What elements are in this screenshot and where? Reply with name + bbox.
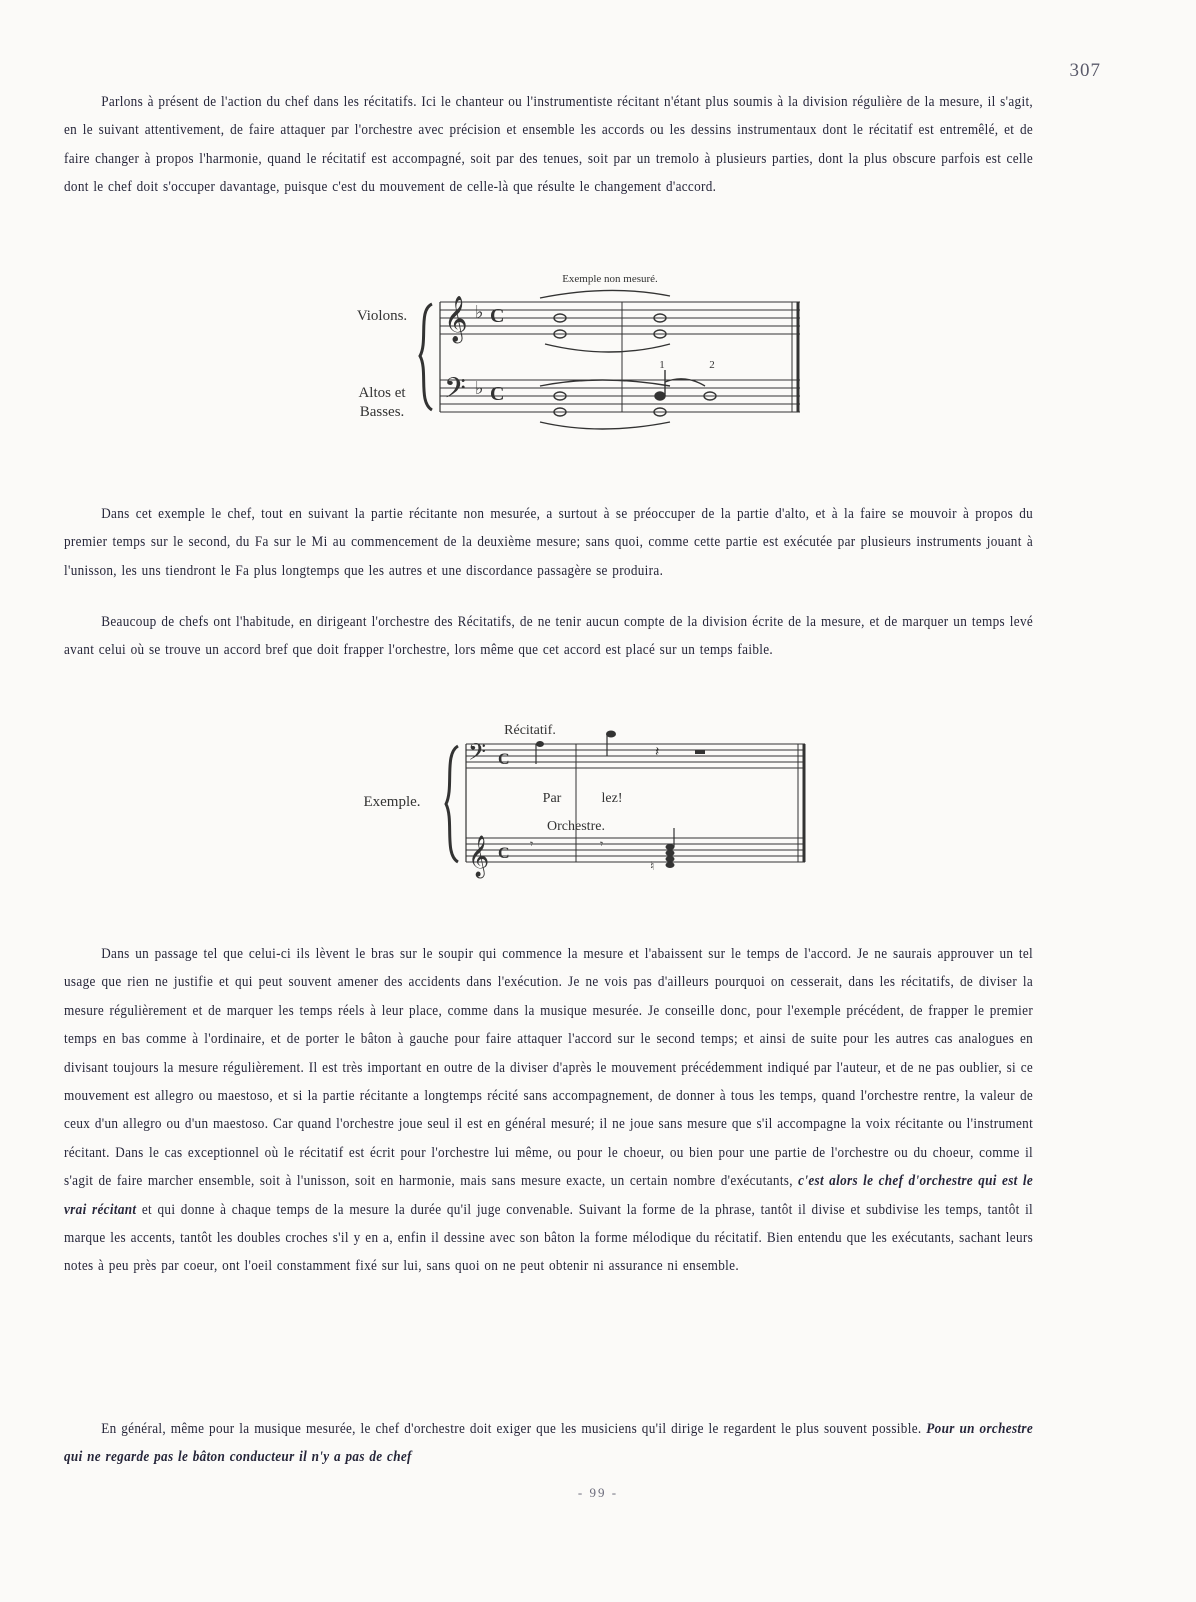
- paragraph-4: Dans un passage tel que celui-ci ils lèvent le bras sur le soupir qui commence la mesure et l'abaissent sur le temps de l'accord. Je ne saurais approuver un tel usage que rien ne justifie et qui peut souvent amener des accidents dans l'exécution. Je ne vois pas d'ailleurs pourquoi on cesserait, dans les récitatifs, de diviser la mesure régulièrement et de marquer les temps réels à leur place, comme dans la musique mesurée. Je conseille donc, pour l'exemple précédent, de frapper le premier temps en bas comme à l'ordinaire, et de porter le bâton à gauche pour faire attaquer l'accord sur le second temps; et ainsi de suite pour les autres cas analogues en divisant toujours la mesure régulièrement. Il est très important en outre de la diviser d'après le mouvement précédemment indiqué par l'auteur, et de ne pas oublier, si ce mouvement est allegro ou maestoso, et si la partie récitante a longtemps récité sans accompagnement, de donner à tous les temps, quand l'orchestre rentre, la valeur de ceux d'un allegro ou d'un maestoso. Car quand l'orchestre joue seul il est en général mesuré; il ne joue sans mesure que s'il accompagne la voix récitante ou l'instrument récitant. Dans le cas exceptionnel où le récitatif est écrit pour l'orchestre lui même, ou pour le choeur, ou bien pour une partie de l'orchestre ou du choeur, comme il s'agit de faire marcher ensemble, soit à l'unisson, soit en harmonie, mais sans mesure exacte, un certain nombre d'exécutants, c'est alors le chef d'orchestre qui est le vrai récitant et qui donne à chaque temps de la mesure la durée qu'il juge convenable. Suivant la forme de la phrase, tantôt il divise et subdivise les temps, tantôt il marque les accents, tantôt les doubles croches s'il y en a, enfin il dessine avec son bâton la forme mélodique du récitatif. Bien entendu que les exécutants, sachant leurs notes à peu près par coeur, ont l'oeil constamment fixé sur lui, sans quoi on ne peut obtenir ni assurance ni ensemble.: [64, 946, 1034, 1275]
- svg-text:𝄞: 𝄞: [468, 836, 490, 876]
- svg-text:𝄾: 𝄾: [600, 837, 604, 851]
- paragraph-1: Parlons à présent de l'action du chef dans les récitatifs. Ici le chanteur ou l'instrumentiste récitant n'étant plus soumis à la division régulière de la mesure, il s'agit, en le suivant attentivement, de faire attaquer par l'orchestre avec précision et ensemble les accords ou les dessins instrumentaux dont le récitatif est entremêlé, et de faire changer à propos l'harmonie, quand le récitatif est accompagné, soit par des tenues, soit par un tremolo à plusieurs parties, dont la plus obscure parfois est celle dont le chef doit s'occuper davantage, puisque c'est du mouvement de celle-là que résulte le changement d'accord.: [64, 94, 1034, 196]
- paragraph-3: Beaucoup de chefs ont l'habitude, en dirigeant l'orchestre des Récitatifs, de ne tenir aucun compte de la division écrite de la mesure, et de marquer un temps levé avant celui où se trouve un accord bref que doit frapper l'orchestre, lors même que cet accord est placé sur un temps faible.: [64, 614, 1034, 659]
- folio: - 99 -: [577, 1485, 619, 1500]
- svg-text:♭: ♭: [475, 302, 484, 322]
- example-1-caption: Exemple non mesuré.: [562, 273, 658, 285]
- example-1-label-violons: Violons.: [356, 308, 408, 324]
- example-2-caption-orchestre: Orchestre.: [547, 819, 605, 834]
- music-example-1: [340, 270, 820, 445]
- staff-treble-orchestre: [466, 838, 805, 862]
- page-number: 307: [1069, 60, 1101, 81]
- paragraph-5: En général, même pour la musique mesurée, le chef d'orchestre doit exiger que les musiciens qu'il dirige le regardent le plus souvent possible. Pour un orchestre qui ne regarde pas le bâton conducteur il n'y a pas de chef: [64, 1421, 1034, 1466]
- svg-text:♭: ♭: [475, 378, 484, 398]
- svg-text:C: C: [498, 751, 510, 768]
- svg-text:C: C: [490, 383, 505, 405]
- beat-2: 2: [709, 359, 715, 371]
- brace: [420, 304, 432, 410]
- svg-text:C: C: [498, 845, 510, 862]
- svg-text:𝄾: 𝄾: [530, 837, 534, 851]
- bass-notes: [540, 370, 716, 429]
- treble-clef: 𝄞: [444, 296, 468, 341]
- lyric-par: Par: [542, 791, 562, 806]
- emphasis-baton-conducteur: Pour un orchestre qui ne regarde pas le bâton conducteur il n'y a pas de chef: [64, 1421, 1034, 1466]
- example-2-label: Exemple.: [363, 794, 421, 810]
- paragraph-2: Dans cet exemple le chef, tout en suivant la partie récitante non mesurée, a surtout à se préoccuper de la partie d'alto, et à la faire se mouvoir à propos du premier temps sur le second, du Fa sur le Mi au commencement de la deuxième mesure; sans quoi, comme cette partie est exécutée par plusieurs instruments jouant à l'unisson, les uns tiendront le Fa plus longtemps que les autres et une discordance passagère se produira.: [64, 506, 1034, 579]
- example-1-label-basses: Basses.: [359, 404, 405, 420]
- lyric-lez: lez!: [601, 791, 623, 806]
- emphasis-vrai-recitant: c'est alors le chef d'orchestre qui est le vrai récitant: [64, 1173, 1034, 1218]
- svg-text:𝄽: 𝄽: [655, 745, 660, 760]
- beat-1: 1: [659, 359, 665, 371]
- bass-clef: 𝄢: [444, 374, 466, 411]
- svg-text:C: C: [490, 305, 505, 327]
- example-2-caption-recitatif: Récitatif.: [504, 723, 556, 738]
- violin-notes: [540, 290, 670, 352]
- staff-bass-voice: [466, 744, 805, 768]
- example-1-label-altos: Altos et: [358, 385, 406, 401]
- svg-text:𝄢: 𝄢: [468, 740, 487, 771]
- music-example-2: [350, 720, 820, 890]
- brace-2: [446, 746, 458, 862]
- svg-text:♮: ♮: [650, 859, 655, 873]
